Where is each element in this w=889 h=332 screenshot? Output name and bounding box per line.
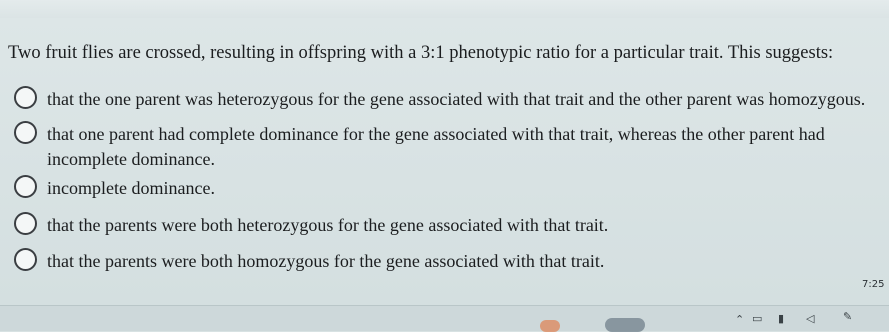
option-label: that the one parent was heterozygous for the gene associated with that trait and the other parent was homozygous. (47, 89, 866, 109)
option-label-line-2: incomplete dominance. (47, 149, 215, 169)
option-label: that the parents were both heterozygous for the gene associated with that trait. (47, 215, 609, 235)
radio-button[interactable] (14, 248, 37, 271)
chevron-up-icon[interactable]: ⌃ (735, 313, 745, 326)
question-text: Two fruit flies are crossed, resulting in offspring with a 3:1 phenotypic ratio for a particular trait. This suggests: (8, 43, 834, 63)
battery-icon[interactable]: ▮ (778, 312, 785, 325)
radio-button[interactable] (14, 86, 37, 109)
camera-icon[interactable]: ▭ (752, 312, 763, 325)
speaker-icon[interactable]: ◁ (806, 312, 815, 325)
option-label: that the parents were both homozygous for the gene associated with that trait. (47, 251, 605, 271)
option-label-line-1: that one parent had complete dominance for the gene associated with that trait, whereas the other parent had (47, 124, 825, 144)
radio-button[interactable] (14, 212, 37, 235)
radio-button[interactable] (14, 121, 37, 144)
window-top-strip (0, 0, 889, 19)
taskbar-clock[interactable]: 7:25 (862, 279, 885, 290)
radio-button[interactable] (14, 175, 37, 198)
option-label (47, 122, 825, 172)
option-label: incomplete dominance. (47, 178, 215, 198)
app-icon[interactable] (540, 320, 560, 332)
pen-icon[interactable]: ✎ (843, 310, 853, 323)
